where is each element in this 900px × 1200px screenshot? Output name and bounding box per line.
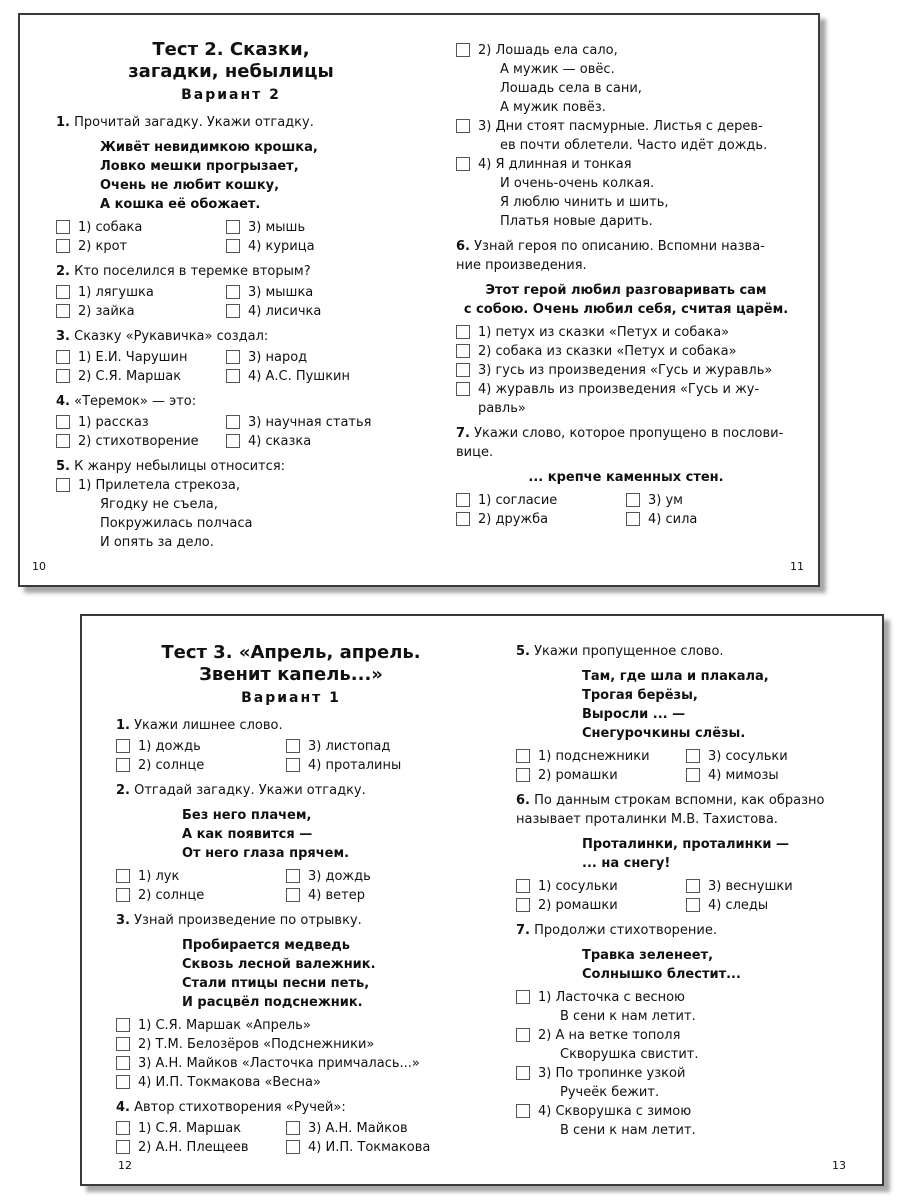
option-checkbox[interactable]: 3) листопад <box>286 737 456 756</box>
q1-options <box>116 737 466 775</box>
q7-options <box>456 491 796 529</box>
option-checkbox[interactable]: 3) Дни стоят пасмурные. Листья с дерев- <box>456 117 796 136</box>
test-title-line1: Тест 2. Сказки, <box>152 39 310 60</box>
option-checkbox[interactable]: 4) сказка <box>226 432 396 451</box>
page-10 <box>56 39 406 552</box>
poem-fragment: Там, где шла и плакала, Трогая берёзы, Выросли ... — Снегурочкины слёзы. <box>582 669 769 741</box>
option-checkbox[interactable]: 1) С.Я. Маршак «Апрель» <box>116 1016 466 1035</box>
hero-description: Этот герой любил разговаривать сам с собою. Очень любил себя, считая царём. <box>463 283 789 317</box>
option-line: ев почти облетели. Часто идёт дождь. <box>500 138 768 153</box>
option-checkbox[interactable]: 4) курица <box>226 237 396 256</box>
page-12 <box>116 642 466 1157</box>
option-checkbox[interactable]: 1) рассказ <box>56 413 226 432</box>
option-checkbox[interactable]: 4) ветер <box>286 886 456 905</box>
q4-options <box>56 413 406 451</box>
question-4: 4. «Теремок» — это: <box>56 394 197 409</box>
option-checkbox[interactable]: 2) зайка <box>56 302 226 321</box>
q2-options <box>116 867 466 905</box>
question-3: 3. Сказку «Рукавичка» создал: <box>56 329 269 344</box>
option-checkbox[interactable]: 3) гусь из произведения «Гусь и журавль» <box>456 361 796 380</box>
option-checkbox[interactable]: 4) мимозы <box>686 766 856 785</box>
option-line: Ягодку не съела, <box>100 497 218 512</box>
question-1: 1. Прочитай загадку. Укажи отгадку. <box>56 115 314 130</box>
page-11 <box>456 41 796 529</box>
page-number: 11 <box>790 560 804 573</box>
option-checkbox[interactable]: 3) А.Н. Майков «Ласточка примчалась...» <box>116 1054 466 1073</box>
option-checkbox[interactable]: 4) И.П. Токмакова «Весна» <box>116 1073 466 1092</box>
option-checkbox[interactable]: 4) проталины <box>286 756 456 775</box>
option-checkbox[interactable]: 4) лисичка <box>226 302 396 321</box>
proverb: ... крепче каменных стен. <box>528 470 724 485</box>
question-2: 2. Отгадай загадку. Укажи отгадку. <box>116 783 366 798</box>
q4-options <box>116 1119 466 1157</box>
q1-options <box>56 218 406 256</box>
option-checkbox[interactable]: 2) А на ветке тополя <box>516 1026 856 1045</box>
option-checkbox[interactable]: 1) дождь <box>116 737 286 756</box>
option-checkbox[interactable]: 4) Скворушка с зимою <box>516 1102 856 1121</box>
option-checkbox[interactable]: 2) стихотворение <box>56 432 226 451</box>
option-checkbox[interactable]: 1) Е.И. Чарушин <box>56 348 226 367</box>
option-checkbox[interactable]: 1) лягушка <box>56 283 226 302</box>
page-number: 13 <box>832 1159 846 1172</box>
option-line: В сени к нам летит. <box>560 1123 696 1138</box>
q5-options <box>516 747 856 785</box>
question-7: 7. Продолжи стихотворение. <box>516 923 717 938</box>
poem-fragment: Травка зеленеет, Солнышко блестит... <box>582 948 741 982</box>
option-checkbox[interactable]: 1) собака <box>56 218 226 237</box>
option-line: Ручеёк бежит. <box>560 1085 660 1100</box>
option-checkbox[interactable]: 3) ум <box>626 491 796 510</box>
option-checkbox[interactable]: 3) мышка <box>226 283 396 302</box>
option-checkbox[interactable]: 2) С.Я. Маршак <box>56 367 226 386</box>
variant-label: Вариант 1 <box>241 690 341 706</box>
option-checkbox[interactable]: 1) подснежники <box>516 747 686 766</box>
option-checkbox[interactable]: 3) По тропинке узкой <box>516 1064 856 1083</box>
option-line: А мужик — овёс. <box>500 62 615 77</box>
option-checkbox[interactable]: 3) научная статья <box>226 413 396 432</box>
variant-label: Вариант 2 <box>181 87 281 103</box>
option-checkbox[interactable]: 3) мышь <box>226 218 396 237</box>
q2-options <box>56 283 406 321</box>
option-checkbox[interactable]: 2) Т.М. Белозёров «Подснежники» <box>116 1035 466 1054</box>
option-line: Я люблю чинить и шить, <box>500 195 669 210</box>
option-line: Покружилась полчаса <box>100 516 253 531</box>
option-checkbox[interactable]: 1) петух из сказки «Петух и собака» <box>456 323 796 342</box>
option-checkbox[interactable]: 2) крот <box>56 237 226 256</box>
page-13 <box>516 642 856 1140</box>
test-title-line1: Тест 3. «Апрель, апрель. <box>161 642 421 663</box>
option-line: А мужик повёз. <box>500 100 606 115</box>
option-checkbox[interactable]: 3) веснушки <box>686 877 856 896</box>
page-number: 10 <box>32 560 46 573</box>
question-5: 5. Укажи пропущенное слово. <box>516 644 724 659</box>
option-checkbox[interactable]: 2) солнце <box>116 756 286 775</box>
option-checkbox[interactable]: 4) сила <box>626 510 796 529</box>
q6-options <box>516 877 856 915</box>
question-4: 4. Автор стихотворения «Ручей»: <box>116 1100 346 1115</box>
option-checkbox[interactable]: 2) собака из сказки «Петух и собака» <box>456 342 796 361</box>
poem-fragment: Проталинки, проталинки — ... на снегу! <box>582 837 790 871</box>
option-checkbox[interactable]: 1) С.Я. Маршак <box>116 1119 286 1138</box>
option-checkbox[interactable]: 3) А.Н. Майков <box>286 1119 456 1138</box>
option-checkbox[interactable]: 2) ромашки <box>516 766 686 785</box>
question-1: 1. Укажи лишнее слово. <box>116 718 283 733</box>
q3-options <box>56 348 406 386</box>
option-line: Скворушка свистит. <box>560 1047 699 1062</box>
option-line: Платья новые дарить. <box>500 214 653 229</box>
question-7: 7. Укажи слово, которое пропущено в послови- вице. <box>456 426 784 460</box>
question-3: 3. Узнай произведение по отрывку. <box>116 913 362 928</box>
option-checkbox[interactable]: 3) сосульки <box>686 747 856 766</box>
option-checkbox[interactable]: 2) Лошадь ела сало, <box>456 41 796 60</box>
option-line: В сени к нам летит. <box>560 1009 696 1024</box>
option-checkbox[interactable]: 4) А.С. Пушкин <box>226 367 396 386</box>
riddle-poem: Без него плачем, А как появится — От него глаза прячем. <box>182 808 350 861</box>
question-6: 6. По данным строкам вспомни, как образно называет проталинки М.В. Тахистова. <box>516 793 825 827</box>
option-checkbox[interactable]: 4) журавль из произведения «Гусь и жу- <box>456 380 796 399</box>
option-checkbox[interactable]: 4) И.П. Токмакова <box>286 1138 456 1157</box>
book-spread-pages-12-13 <box>80 614 884 1186</box>
option-checkbox[interactable]: 1) Прилетела стрекоза, <box>56 476 406 495</box>
option-checkbox[interactable]: 1) согласие <box>456 491 626 510</box>
option-checkbox[interactable]: 2) дружба <box>456 510 626 529</box>
question-2: 2. Кто поселился в теремке вторым? <box>56 264 311 279</box>
option-checkbox[interactable]: 3) народ <box>226 348 396 367</box>
book-spread-pages-10-11 <box>18 13 820 587</box>
option-checkbox[interactable]: 4) следы <box>686 896 856 915</box>
question-5: 5. К жанру небылицы относится: <box>56 459 286 474</box>
option-checkbox[interactable]: 4) Я длинная и тонкая <box>456 155 796 174</box>
option-checkbox[interactable]: 1) лук <box>116 867 286 886</box>
option-checkbox[interactable]: 3) дождь <box>286 867 456 886</box>
option-checkbox[interactable]: 1) Ласточка с весною <box>516 988 856 1007</box>
option-line: Лошадь села в сани, <box>500 81 642 96</box>
option-line: И очень-очень колкая. <box>500 176 655 191</box>
riddle-poem: Живёт невидимкою крошка, Ловко мешки прогрызает, Очень не любит кошку, А кошка её обожает. <box>100 140 318 212</box>
test-title-line2: загадки, небылицы <box>128 61 334 82</box>
option-line: И опять за дело. <box>100 535 214 550</box>
option-checkbox[interactable]: 2) солнце <box>116 886 286 905</box>
option-checkbox[interactable]: 2) ромашки <box>516 896 686 915</box>
option-checkbox[interactable]: 2) А.Н. Плещеев <box>116 1138 286 1157</box>
question-6: 6. Узнай героя по описанию. Вспомни назва- ние произведения. <box>456 239 765 273</box>
excerpt-poem: Пробирается медведь Сквозь лесной валежник. Стали птицы песни петь, И расцвёл подснежник. <box>182 938 376 1010</box>
test-title-line2: Звенит капель...» <box>199 664 383 685</box>
page-number: 12 <box>118 1159 132 1172</box>
option-checkbox[interactable]: 1) сосульки <box>516 877 686 896</box>
option-line: равль» <box>478 401 526 416</box>
